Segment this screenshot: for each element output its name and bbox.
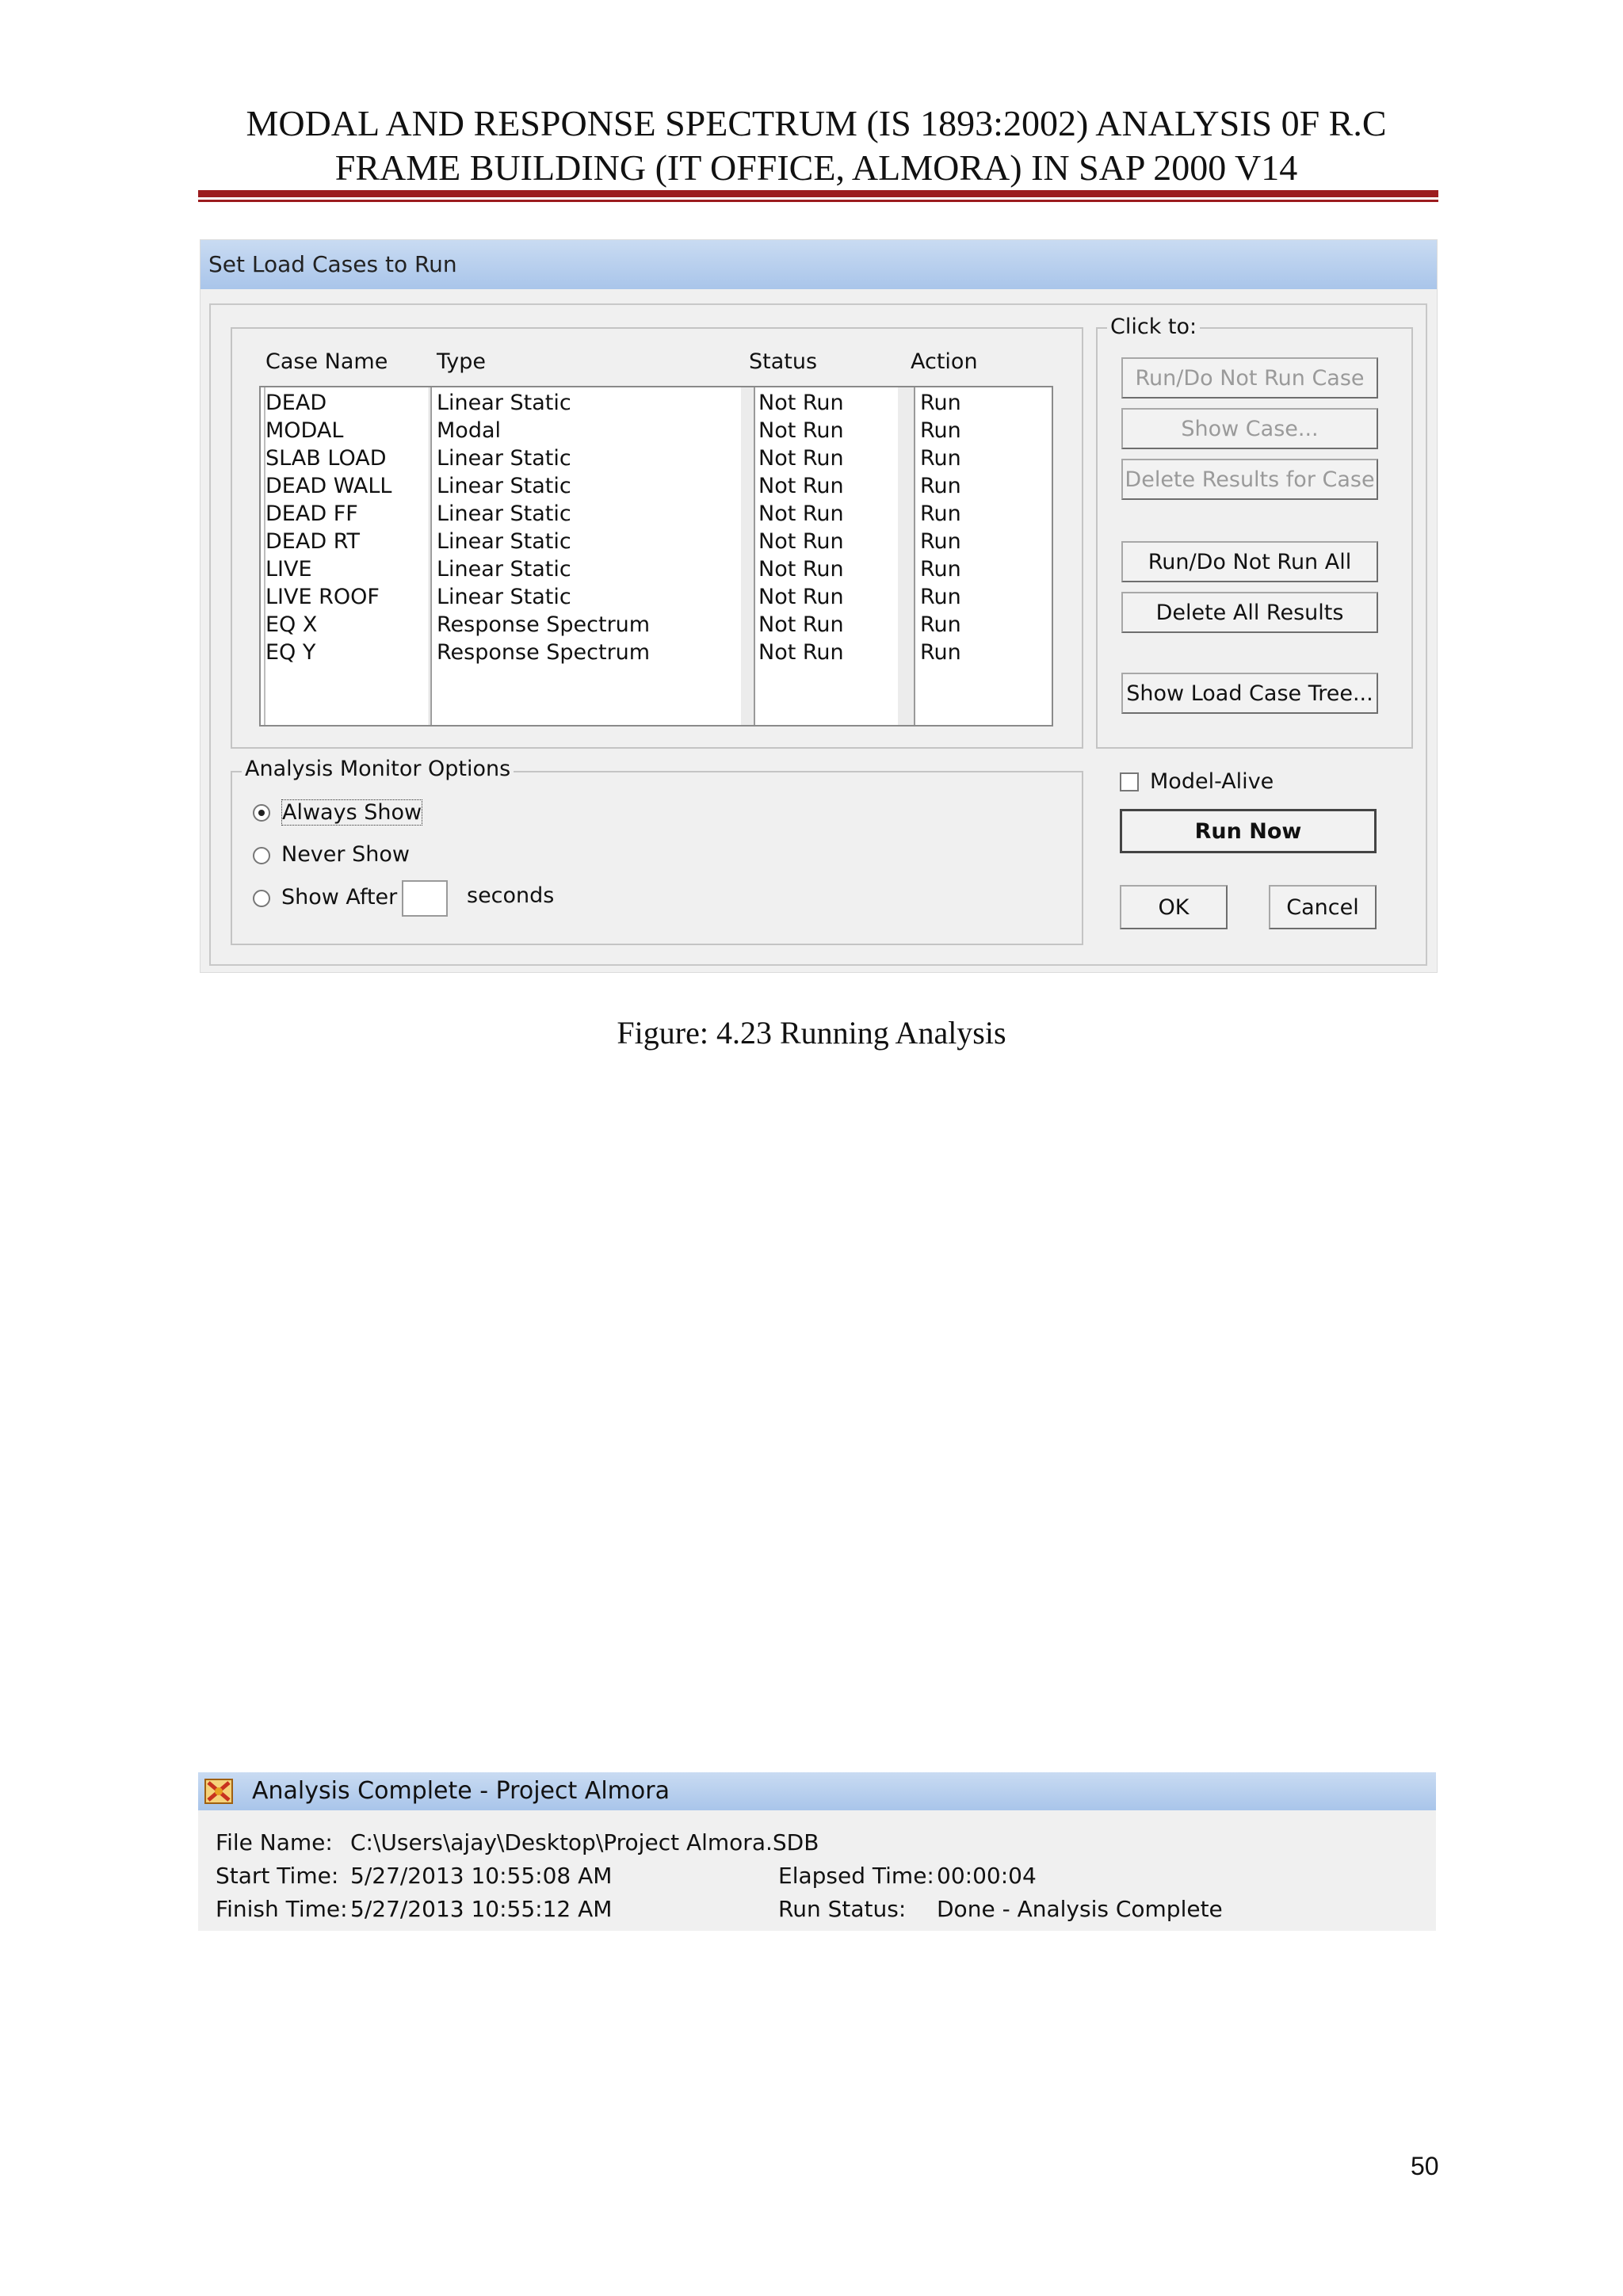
show-after-label[interactable]: Show After xyxy=(281,885,398,910)
header-rule xyxy=(198,190,1438,197)
column-separator-shadow xyxy=(429,387,430,725)
seconds-label: seconds xyxy=(467,883,555,908)
sap-app-icon xyxy=(204,1779,233,1804)
type-column xyxy=(437,389,738,666)
table-cell[interactable]: EQ X xyxy=(265,612,318,637)
show-after-radio[interactable] xyxy=(253,890,270,907)
elapsed-time-value: 00:00:04 xyxy=(937,1863,1037,1889)
table-cell[interactable]: Run xyxy=(920,418,961,443)
finish-time-label: Finish Time: xyxy=(216,1896,348,1922)
file-name-label: File Name: xyxy=(216,1829,333,1855)
table-cell[interactable]: Run xyxy=(920,585,961,609)
table-cell[interactable]: Not Run xyxy=(758,640,844,665)
page-number: 50 xyxy=(1411,2152,1439,2180)
dialog-title: Set Load Cases to Run xyxy=(200,240,1437,289)
table-cell[interactable]: Run xyxy=(920,446,961,471)
table-cell[interactable]: Linear Static xyxy=(437,446,571,471)
model-alive-checkbox[interactable] xyxy=(1120,772,1139,791)
table-cell[interactable]: Linear Static xyxy=(437,585,571,609)
column-header-action[interactable]: Action xyxy=(911,349,978,374)
page-title-line-1: MODAL AND RESPONSE SPECTRUM (IS 1893:2002) ANALYSIS 0F R.C xyxy=(246,103,1387,143)
start-time-value: 5/27/2013 10:55:08 AM xyxy=(350,1863,613,1889)
file-name-value: C:\Users\ajay\Desktop\Project Almora.SDB xyxy=(350,1829,819,1855)
table-cell[interactable]: LIVE ROOF xyxy=(265,585,380,609)
table-cell[interactable]: Not Run xyxy=(758,557,844,582)
analysis-complete-dialog xyxy=(198,1772,1436,1931)
table-cell[interactable]: Linear Static xyxy=(437,502,571,526)
table-cell[interactable]: Not Run xyxy=(758,502,844,526)
table-cell[interactable]: Linear Static xyxy=(437,529,571,554)
header-rule-thin xyxy=(198,200,1438,202)
table-cell[interactable]: Run xyxy=(920,529,961,554)
page-title-line-2: FRAME BUILDING (IT OFFICE, ALMORA) IN SAP 2000 V14 xyxy=(334,147,1298,188)
table-cell[interactable]: Linear Static xyxy=(437,557,571,582)
table-cell[interactable]: Not Run xyxy=(758,418,844,443)
delete-results-for-case-button[interactable]: Delete Results for Case xyxy=(1121,459,1378,500)
start-time-label: Start Time: xyxy=(216,1863,339,1889)
table-cell[interactable]: Not Run xyxy=(758,529,844,554)
always-show-label[interactable]: Always Show xyxy=(282,800,422,825)
table-cell[interactable]: SLAB LOAD xyxy=(265,446,387,471)
always-show-radio[interactable] xyxy=(253,804,270,822)
figure-caption: Figure: 4.23 Running Analysis xyxy=(617,1015,1006,1051)
finish-time-value: 5/27/2013 10:55:12 AM xyxy=(350,1896,613,1922)
table-cell[interactable]: DEAD WALL xyxy=(265,474,392,498)
table-cell[interactable]: Response Spectrum xyxy=(437,612,651,637)
show-load-case-tree-button[interactable]: Show Load Case Tree... xyxy=(1121,673,1378,714)
elapsed-time-label: Elapsed Time: xyxy=(778,1863,934,1889)
column-header-status[interactable]: Status xyxy=(749,349,818,374)
table-cell[interactable]: DEAD FF xyxy=(265,502,358,526)
model-alive-label[interactable]: Model-Alive xyxy=(1150,769,1274,794)
column-separator xyxy=(430,387,432,725)
table-cell[interactable]: Modal xyxy=(437,418,501,443)
table-cell[interactable]: LIVE xyxy=(265,557,312,582)
page-title xyxy=(158,101,1474,190)
table-cell[interactable]: Run xyxy=(920,612,961,637)
table-cell[interactable]: Not Run xyxy=(758,585,844,609)
table-cell[interactable]: Run xyxy=(920,640,961,665)
column-header-case-name[interactable]: Case Name xyxy=(265,349,388,374)
table-cell[interactable]: MODAL xyxy=(265,418,344,443)
show-case-button[interactable]: Show Case... xyxy=(1121,408,1378,449)
table-cell[interactable]: Run xyxy=(920,391,961,415)
never-show-radio[interactable] xyxy=(253,847,270,864)
run-status-value: Done - Analysis Complete xyxy=(937,1896,1223,1922)
ok-button[interactable]: OK xyxy=(1120,885,1228,929)
run-status-label: Run Status: xyxy=(778,1896,907,1922)
column-separator xyxy=(914,387,915,725)
table-cell[interactable]: Not Run xyxy=(758,391,844,415)
table-cell[interactable]: Run xyxy=(920,474,961,498)
table-cell[interactable]: Run xyxy=(920,557,961,582)
column-gap xyxy=(898,387,914,725)
case-name-column xyxy=(265,389,429,666)
run-do-not-run-all-button[interactable]: Run/Do Not Run All xyxy=(1121,541,1378,582)
set-load-cases-dialog xyxy=(200,239,1438,973)
click-to-legend: Click to: xyxy=(1107,315,1200,339)
table-cell[interactable]: EQ Y xyxy=(265,640,316,665)
table-cell[interactable]: Linear Static xyxy=(437,474,571,498)
table-cell[interactable]: Linear Static xyxy=(437,391,571,415)
cancel-button[interactable]: Cancel xyxy=(1269,885,1377,929)
table-cell[interactable]: DEAD RT xyxy=(265,529,360,554)
show-after-seconds-input[interactable] xyxy=(402,880,448,917)
run-do-not-run-case-button[interactable]: Run/Do Not Run Case xyxy=(1121,357,1378,399)
column-gap xyxy=(741,387,754,725)
column-header-type[interactable]: Type xyxy=(437,349,487,374)
table-cell[interactable]: Not Run xyxy=(758,474,844,498)
analysis-dialog-title: Analysis Complete - Project Almora xyxy=(252,1777,670,1805)
delete-all-results-button[interactable]: Delete All Results xyxy=(1121,592,1378,633)
analysis-monitor-legend: Analysis Monitor Options xyxy=(242,757,514,781)
analysis-title-bar xyxy=(198,1772,1436,1810)
status-column xyxy=(758,389,895,666)
never-show-label[interactable]: Never Show xyxy=(281,842,410,867)
action-column xyxy=(920,389,1047,666)
table-cell[interactable]: Run xyxy=(920,502,961,526)
table-cell[interactable]: Response Spectrum xyxy=(437,640,651,665)
table-cell[interactable]: Not Run xyxy=(758,612,844,637)
load-case-list[interactable] xyxy=(259,386,1053,727)
run-now-button[interactable]: Run Now xyxy=(1120,809,1377,853)
table-cell[interactable]: Not Run xyxy=(758,446,844,471)
table-cell[interactable]: DEAD xyxy=(265,391,327,415)
column-separator xyxy=(754,387,755,725)
